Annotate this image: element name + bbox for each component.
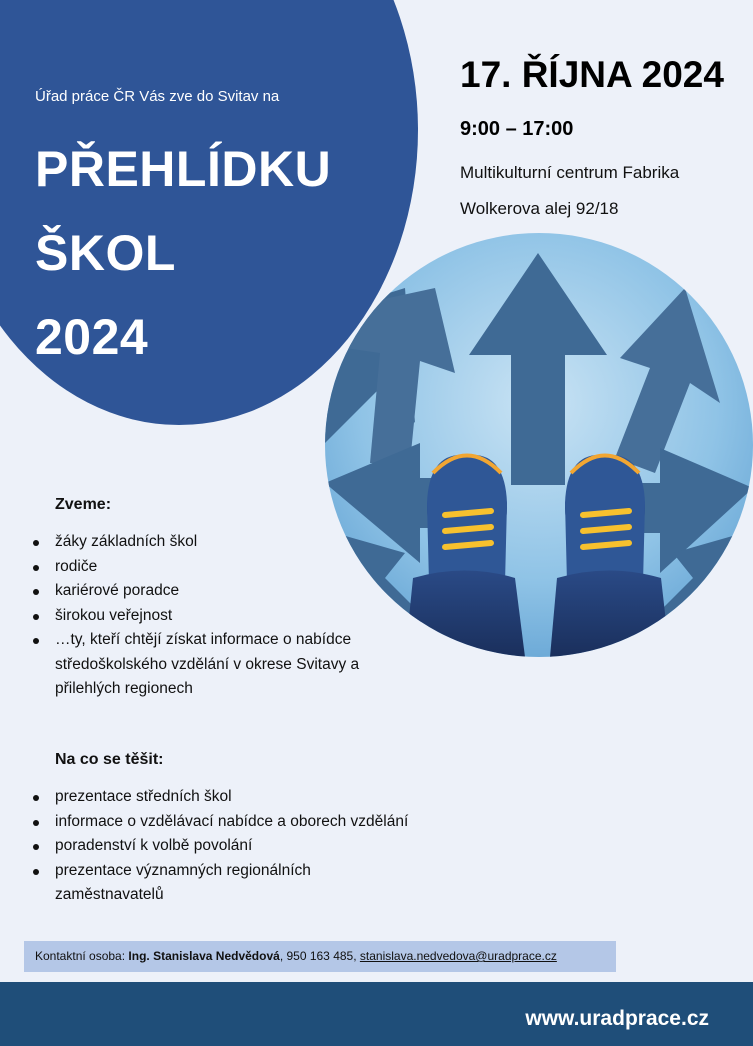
list-item — [32, 859, 408, 908]
list-item: poradenství k volbě povolání — [32, 834, 408, 859]
event-address: Wolkerova alej 92/18 — [460, 199, 619, 218]
contact-bar — [24, 941, 616, 972]
list-item-line-1: prezentace významných regionálních — [55, 861, 311, 879]
contact-label: Kontaktní osoba: — [35, 949, 126, 963]
list-item: rodiče — [32, 555, 359, 580]
sneakers-arrows-photo — [325, 233, 753, 657]
list-item: informace o vzdělávací nabídce a oborech vzdělání — [32, 810, 408, 835]
event-date: 17. ŘÍJNA 2024 — [460, 54, 724, 95]
list-item: žáky základních škol — [32, 530, 359, 555]
invite-list — [32, 530, 359, 702]
event-venue: Multikulturní centrum Fabrika — [460, 163, 680, 182]
list-item-line-2: zaměstnavatelů — [55, 886, 164, 903]
title-line-3: 2024 — [35, 309, 149, 365]
list-item: prezentace středních škol — [32, 785, 408, 810]
contact-name: Ing. Stanislava Nedvědová — [128, 949, 280, 963]
intro-text: Úřad práce ČR Vás zve do Svitav na — [35, 88, 280, 105]
list-item-line-1: …ty, kteří chtějí získat informace o nabídce — [55, 631, 352, 648]
list-item-line-2: středoškolského vzdělání v okrese Svitavy a — [55, 655, 360, 673]
list-item: širokou veřejnost — [32, 604, 359, 629]
list-item-line-3: přilehlých regionech — [55, 680, 193, 697]
footer-url-link[interactable]: www.uradprace.cz — [525, 1007, 709, 1030]
list-item: kariérové poradce — [32, 579, 359, 604]
title-line-2: ŠKOL — [35, 225, 176, 281]
contact-phone: , 950 163 485, — [279, 949, 360, 963]
invite-heading: Zveme: — [55, 496, 112, 513]
list-item — [32, 628, 359, 702]
title-line-1: PŘEHLÍDKU — [35, 141, 332, 197]
event-time: 9:00 – 17:00 — [460, 118, 574, 140]
footer-bar — [0, 982, 753, 1046]
program-list — [32, 785, 408, 908]
contact-email-link[interactable]: stanislava.nedvedova@uradprace.cz — [359, 949, 557, 963]
program-heading: Na co se těšit: — [55, 751, 164, 768]
